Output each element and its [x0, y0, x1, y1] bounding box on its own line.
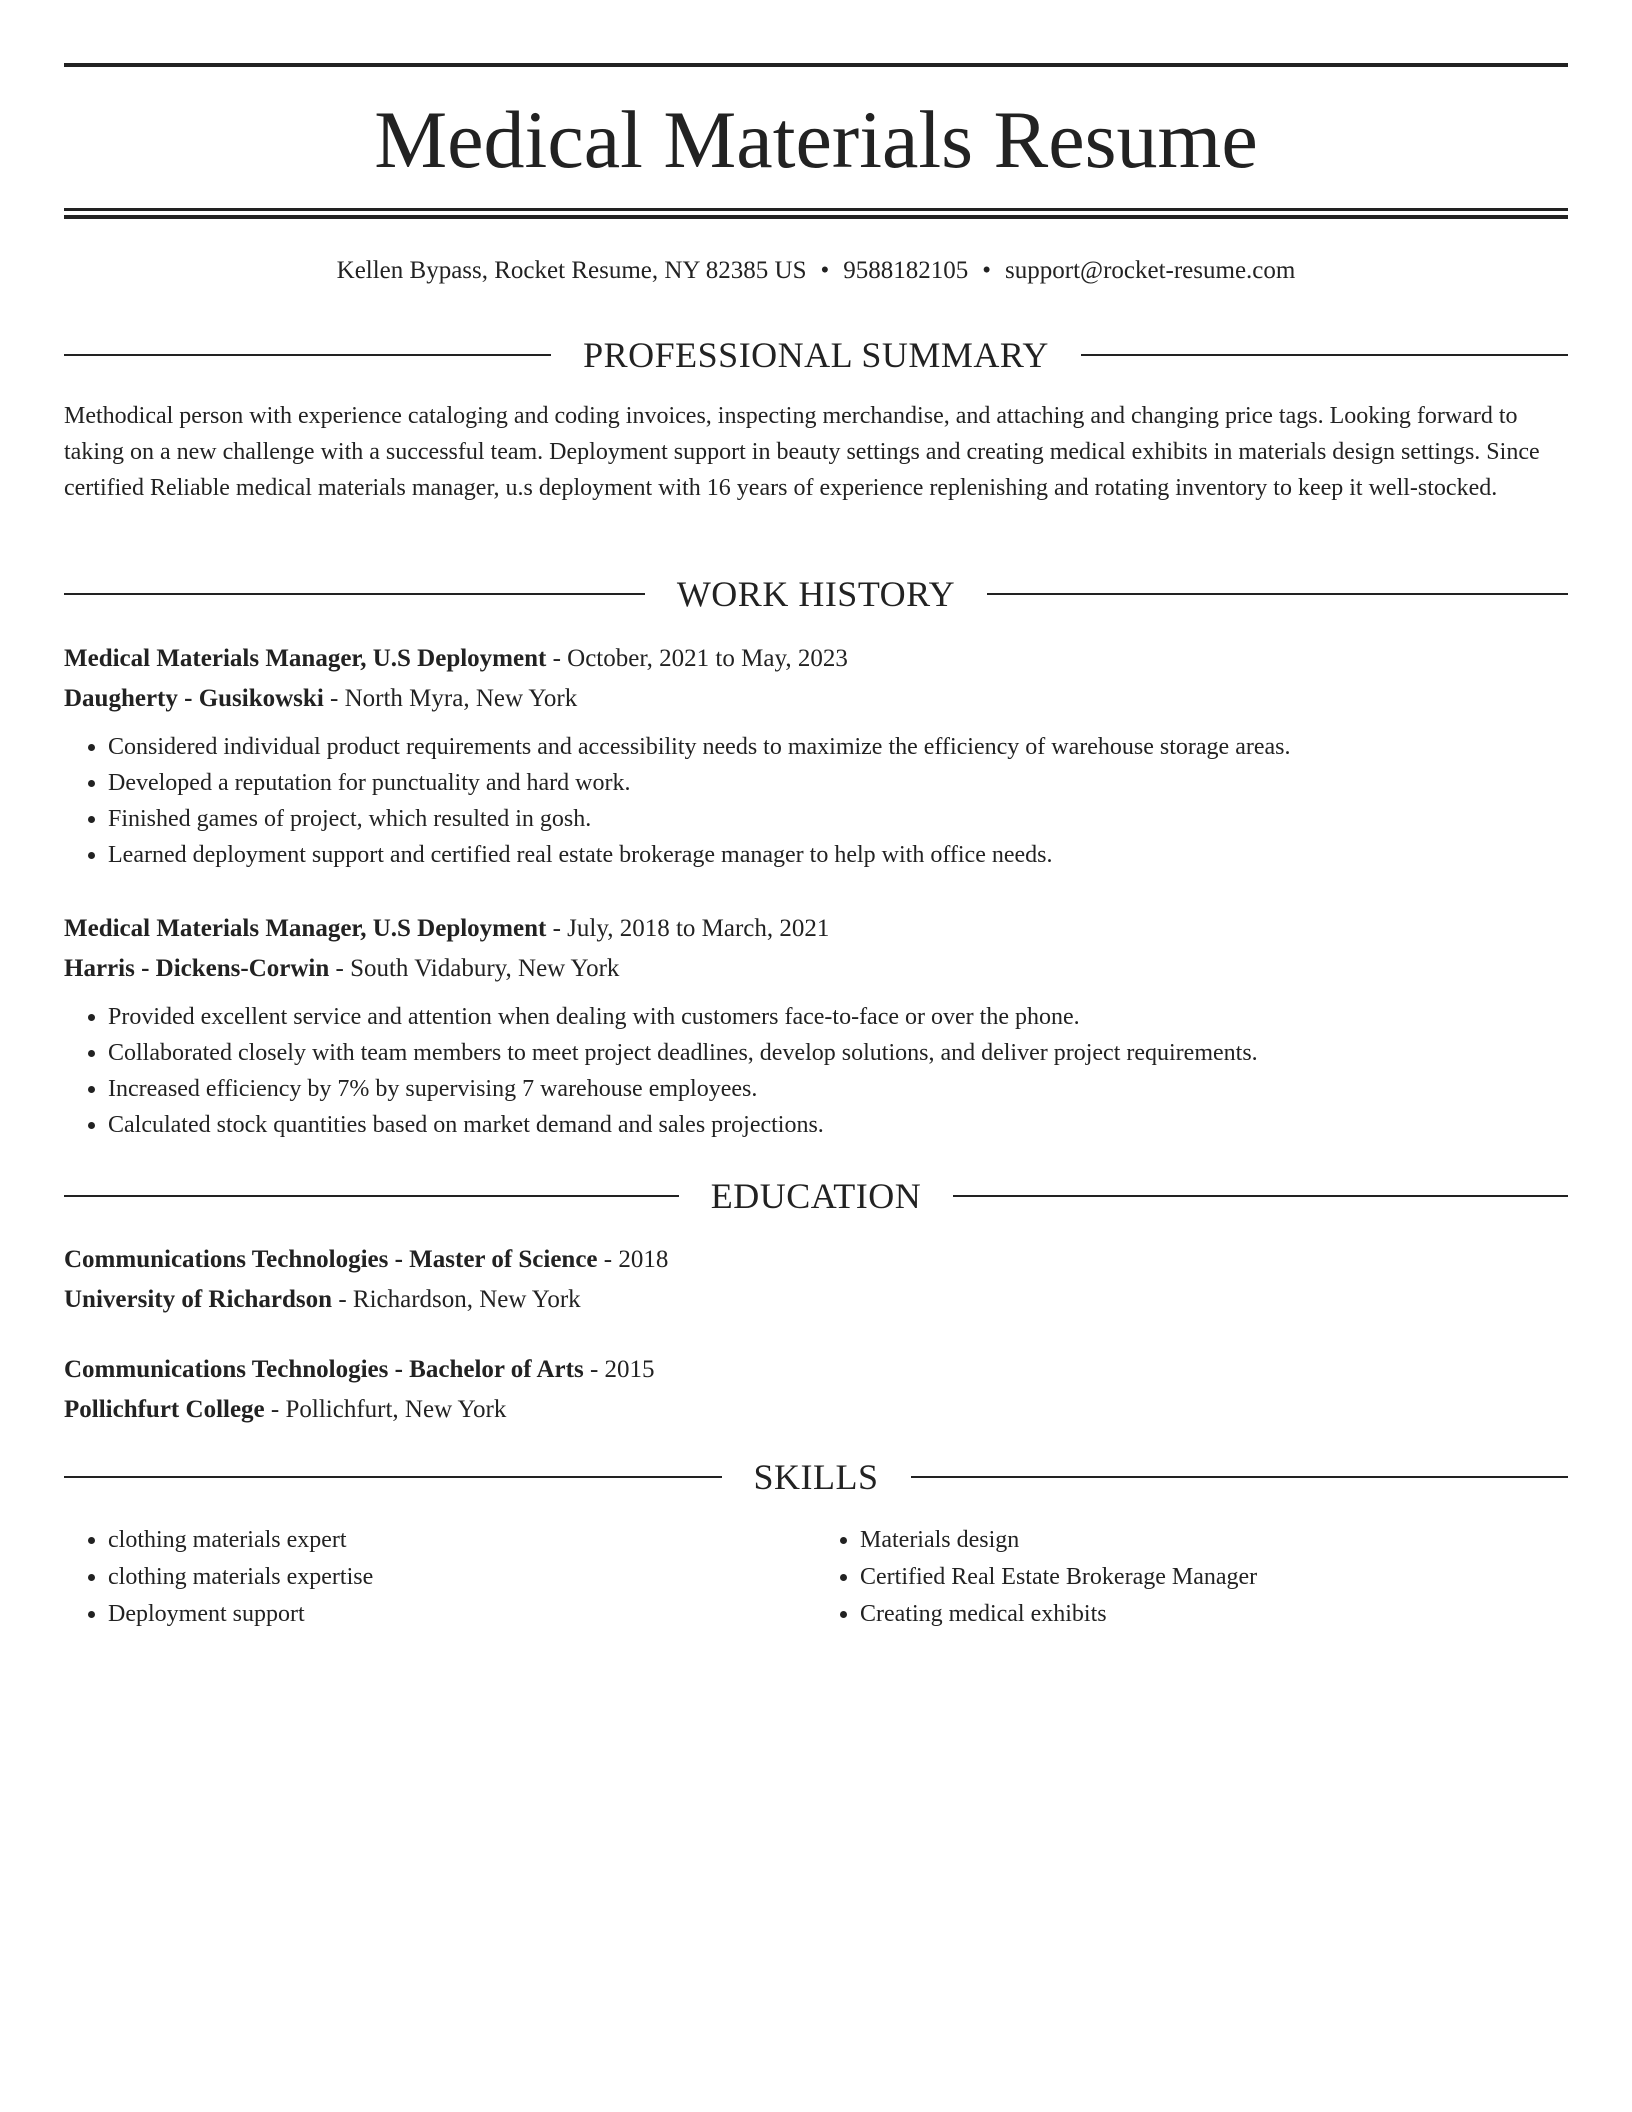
job-company: Daugherty - Gusikowski	[64, 685, 324, 712]
resume-title: Medical Materials Resume	[374, 94, 1258, 185]
education-entry	[64, 1350, 1568, 1430]
heading-rule-right	[1081, 354, 1568, 356]
skill-item: • clothing materials expert	[108, 1522, 816, 1559]
job-bullet: • Learned deployment support and certified real estate brokerage manager to help with office needs.	[108, 837, 1568, 873]
job-company: Harris - Dickens-Corwin	[64, 955, 330, 982]
section-heading-skills	[64, 1455, 1568, 1499]
education-school: Pollichfurt College	[64, 1396, 265, 1423]
job-company-line	[64, 679, 1568, 719]
heading-rule-right	[911, 1476, 1569, 1478]
heading-rule-right	[953, 1195, 1568, 1197]
job-bullet: • Provided excellent service and attention when dealing with customers face-to-face or over the phone.	[108, 999, 1568, 1035]
education-location: - Pollichfurt, New York	[264, 1396, 507, 1423]
job-bullet: • Collaborated closely with team members to meet project deadlines, develop solutions, and deliver project requirements.	[108, 1035, 1568, 1071]
section-heading-label: SKILLS	[753, 1457, 879, 1497]
education-school: University of Richardson	[64, 1286, 333, 1313]
job-bullet: • Considered individual product requirements and accessibility needs to maximize the efficiency of warehouse storage areas.	[108, 729, 1568, 765]
section-heading-label: EDUCATION	[710, 1176, 922, 1216]
section-heading-work-history	[64, 572, 1568, 616]
section-heading-summary	[64, 333, 1568, 377]
education-degree-line	[64, 1240, 1568, 1280]
skill-item: • Deployment support	[108, 1596, 816, 1633]
education-school-line	[64, 1390, 1568, 1430]
education-entry	[64, 1240, 1568, 1320]
job-location: - North Myra, New York	[323, 685, 578, 712]
job-bullets	[64, 729, 1568, 873]
heading-rule-left	[64, 1476, 722, 1478]
job-location: - South Vidabury, New York	[329, 955, 620, 982]
contact-line	[64, 254, 1568, 288]
contact-address: Kellen Bypass, Rocket Resume, NY 82385 US	[336, 257, 807, 284]
education-degree: Communications Technologies - Bachelor of Arts	[64, 1356, 584, 1383]
job-entry	[64, 639, 1568, 873]
section-heading-education	[64, 1174, 1568, 1218]
job-dates: - October, 2021 to May, 2023	[546, 645, 848, 672]
job-bullet: • Increased efficiency by 7% by supervising 7 warehouse employees.	[108, 1071, 1568, 1107]
job-role: Medical Materials Manager, U.S Deployment	[64, 645, 547, 672]
education-school-line	[64, 1280, 1568, 1320]
summary-text: Methodical person with experience cataloging and coding invoices, inspecting merchandise, and attaching and changing price tags. Looking forward to taking on a new challenge with a successful team. Deployment support in beauty settings and creating medical exhibits in materials design settings. Since certified Reliable medical materials manager, u.s deployment with 16 years of experience replenishing and rotating inventory to keep it well-stocked.	[64, 403, 1540, 501]
education-degree-line	[64, 1350, 1568, 1390]
skills-column-right	[816, 1522, 1568, 1633]
job-entry	[64, 909, 1568, 1143]
job-bullet: • Finished games of project, which resulted in gosh.	[108, 801, 1568, 837]
education-year: - 2018	[597, 1246, 669, 1273]
education-degree: Communications Technologies - Master of Science	[64, 1246, 598, 1273]
job-company-line	[64, 949, 1568, 989]
top-rule	[64, 63, 1568, 67]
contact-phone: 9588182105	[843, 257, 969, 284]
job-role: Medical Materials Manager, U.S Deployment	[64, 915, 547, 942]
heading-rule-left	[64, 593, 645, 595]
heading-rule-right	[987, 593, 1568, 595]
skill-item: • Certified Real Estate Brokerage Manager	[860, 1559, 1568, 1596]
section-heading-label: PROFESSIONAL SUMMARY	[583, 335, 1049, 375]
skill-item: • clothing materials expertise	[108, 1559, 816, 1596]
contact-separator: •	[820, 257, 830, 284]
contact-email: support@rocket-resume.com	[1005, 257, 1296, 284]
job-bullet: • Developed a reputation for punctuality and hard work.	[108, 765, 1568, 801]
skills-column-left	[64, 1522, 816, 1633]
contact-separator: •	[982, 257, 992, 284]
job-title-line	[64, 909, 1568, 949]
title-double-rule	[64, 208, 1568, 219]
skill-item: • Creating medical exhibits	[860, 1596, 1568, 1633]
job-title-line	[64, 639, 1568, 679]
skill-item: • Materials design	[860, 1522, 1568, 1559]
job-bullet: • Calculated stock quantities based on market demand and sales projections.	[108, 1107, 1568, 1143]
heading-rule-left	[64, 1195, 679, 1197]
job-bullets	[64, 999, 1568, 1143]
skills-list	[64, 1522, 1568, 1633]
heading-rule-left	[64, 354, 551, 356]
education-location: - Richardson, New York	[332, 1286, 581, 1313]
job-dates: - July, 2018 to March, 2021	[546, 915, 830, 942]
section-heading-label: WORK HISTORY	[676, 574, 956, 614]
education-year: - 2015	[583, 1356, 655, 1383]
